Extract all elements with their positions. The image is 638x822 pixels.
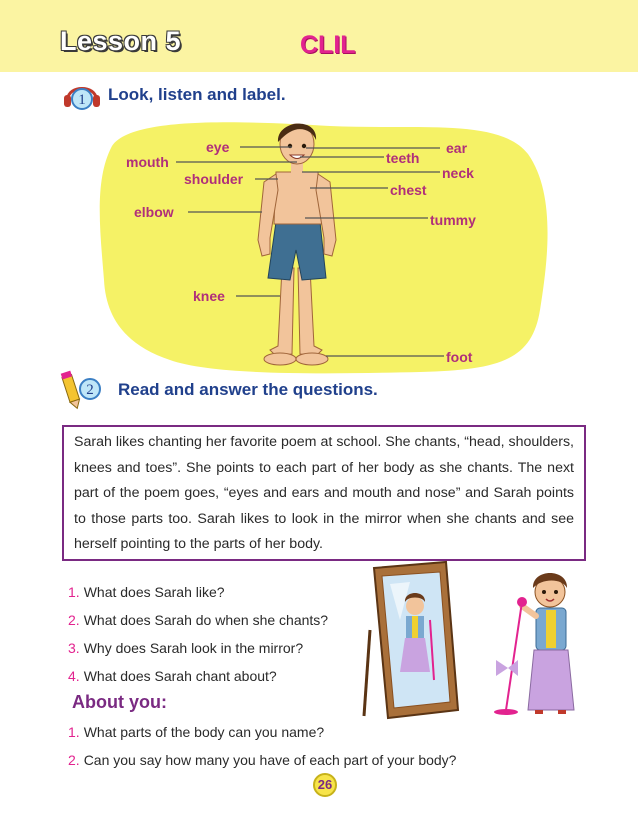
label-tummy: tummy — [430, 212, 476, 228]
mirror — [364, 562, 458, 718]
question-3: 3. Why does Sarah look in the mirror? — [68, 640, 304, 656]
section1-instruction: Look, listen and label. — [108, 85, 286, 104]
label-eye: eye — [206, 139, 230, 155]
section2-instruction: Read and answer the questions. — [118, 380, 378, 399]
question-2: 2. What does Sarah do when she chants? — [68, 612, 329, 628]
about-question-2: 2. Can you say how many you have of each part of your body? — [68, 752, 457, 768]
reading-passage: Sarah likes chanting her favorite poem at school. She chants, “head, shoulders, knees and toes”. She points to each part of her body as she chants. The next part of the poem goes, “eyes and ears and mouth and nose” and Sarah points to those parts too. Sarah likes to look in the mirror when she chants and see herself pointing to the parts of her body. — [62, 425, 586, 561]
label-mouth: mouth — [126, 154, 169, 170]
subject-title: CLIL — [300, 31, 356, 59]
label-foot: foot — [446, 349, 473, 365]
lesson-title: Lesson 5 — [60, 26, 182, 56]
body-diagram — [0, 110, 638, 380]
label-knee: knee — [193, 288, 225, 304]
label-ear: ear — [446, 140, 468, 156]
label-chest: chest — [390, 182, 427, 198]
label-neck: neck — [442, 165, 474, 181]
page-number: 26 — [313, 773, 337, 797]
girl — [494, 573, 574, 715]
about-question-1: 1. What parts of the body can you name? — [68, 724, 325, 740]
label-elbow: elbow — [134, 204, 174, 220]
question-4: 4. What does Sarah chant about? — [68, 668, 277, 684]
question-1: 1. What does Sarah like? — [68, 584, 225, 600]
section2-number: 2 — [86, 382, 94, 398]
section1-number: 1 — [78, 92, 86, 108]
about-you-title: About you: — [72, 692, 167, 712]
label-shoulder: shoulder — [184, 171, 244, 187]
label-teeth: teeth — [386, 150, 420, 166]
mirror-girl-illustration — [360, 560, 590, 720]
pencil-icon — [60, 369, 106, 411]
headphones-icon — [62, 79, 102, 111]
